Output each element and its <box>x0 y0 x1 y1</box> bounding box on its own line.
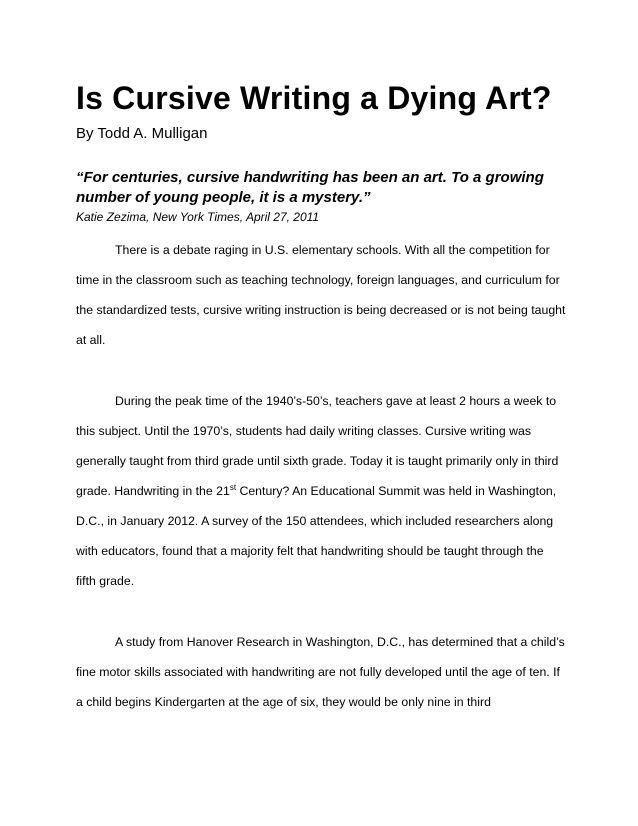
epigraph-citation: Katie Zezima, New York Times, April 27, 2011 <box>76 210 320 224</box>
epigraph-quote: “For centuries, cursive handwriting has been an art. To a growing number of young people, it is a mystery.” <box>76 169 544 206</box>
article-byline: By Todd A. Mulligan <box>76 125 208 142</box>
paragraph-2 <box>76 386 566 596</box>
paragraph-2-text-a: During the peak time of the 1940’s-50’s, teachers gave at least 2 hours a week to this subject. Until the 1970’s, students had daily writing classes. Cursive writing was generally taught from third grade until sixth grade. Today it is taught primarily only in third grade. Handwriting in the 21 <box>76 394 559 498</box>
paragraph-3: A study from Hanover Research in Washington, D.C., has determined that a child’s fine motor skills associated with handwriting are not fully developed until the age of ten. If a child begins Kindergarten at the age of six, they would be only nine in third <box>76 635 565 709</box>
paragraph-1: There is a debate raging in U.S. elementary schools. With all the competition for time in the classroom such as teaching technology, foreign languages, and curriculum for the standardized tests, cursive writing instruction is being decreased or is not being taught at all. <box>76 243 566 347</box>
ordinal-suffix: st <box>229 482 237 492</box>
paragraph-2-text-b: Century? An Educational Summit was held in Washington, D.C., in January 2012. A survey of the 150 attendees, which included researchers along with educators, found that a majority felt that handwriting should be taught through the fifth grade. <box>76 484 557 588</box>
document-page <box>76 78 566 717</box>
article-title: Is Cursive Writing a Dying Art? <box>76 80 552 116</box>
